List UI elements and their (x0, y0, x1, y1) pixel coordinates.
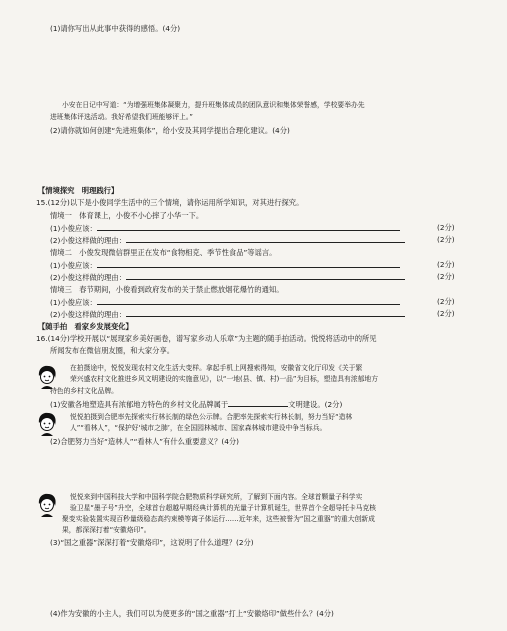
q16-q2-prompt: (2)合肥努力当好“造林人”“看林人”有什么重要意义？(4分) (50, 437, 240, 446)
q16-passage3-line2: 验卫星“墨子号”升空，全球首台超越早期经典计算机的光量子计算机诞生，世界首个全超导托卡马克核 (70, 504, 377, 512)
q16-passage3-line4: 果，都深深打着“安徽烙印”。 (62, 526, 151, 534)
q15-s2-q2: (2)小俊这样做的理由： (50, 273, 127, 282)
q15-s1-q1: (1)小俊应该： (50, 224, 97, 233)
q16-passage1-line3: 特色的乡村文化品牌。 (50, 387, 118, 395)
q1-prompt: (1)请你写出从此事中获得的感悟。(4分) (50, 24, 181, 33)
q15-s3-reason-line (50, 309, 405, 320)
q15-s2-q1: (1)小俊应该： (50, 261, 97, 270)
q15-situation3: 情境三 春节期间，小俊看到政府发布的关于禁止燃放烟花爆竹的通知。 (50, 285, 284, 294)
q15-s2-q1-answer-field[interactable] (97, 260, 400, 268)
girl-avatar-icon (36, 492, 58, 518)
section-title-photo: 【随手拍 看家乡发展变化】 (38, 322, 133, 331)
q2-intro-line2: 进班集体评选活动。我好希望我们班能够评上。” (50, 113, 193, 121)
q16-q4-prompt: (4)作为安徽的小主人，我们可以为使更多的“国之重器”打上“安徽烙印”做些什么？(4分) (50, 609, 334, 618)
q16-passage3-line3: 聚变实验装置实现百秒量级稳态高约束模等离子体运行……近年来，这些被誉为“国之重器”的重大创新成 (62, 515, 375, 523)
q15-s1-q1-answer-field[interactable] (97, 223, 400, 231)
q15-s3-q2: (2)小俊这样做的理由： (50, 310, 127, 319)
q16-stem-line2: 所闻发布在微信朋友圈，和大家分享。 (50, 346, 175, 355)
q16-passage2-line2: 人”“看林人”，“保护好‘城市之肺’，在全国园林城市、国家森林城市建设中争当标兵。 (70, 424, 327, 432)
q15-s2-answer-line (50, 260, 400, 271)
q16-q3-prompt: (3)“国之重器”深深打着“安徽烙印”，这说明了什么道理？(2分) (50, 538, 254, 547)
q15-s2-q1-score: (2分) (437, 260, 455, 269)
q2-intro-line1: 小安在日记中写道：“为增强班集体凝聚力，提升班集体成员的团队意识和集体荣誉感，学校要举办先 (62, 101, 365, 109)
q15-s1-q2: (2)小俊这样做的理由： (50, 236, 127, 245)
q16-q1-text-b: 文明建设。(2分) (288, 400, 343, 409)
q16-passage3-line1: 悦悦来到中国科技大学和中国科学院合肥物质科学研究所，了解到下面内容。全球首颗量子科学实 (70, 493, 363, 501)
q15-situation1: 情境一 体育课上，小俊不小心摔了小华一下。 (50, 211, 204, 220)
q15-s2-reason-line (50, 272, 405, 283)
q15-s3-q2-score: (2分) (437, 309, 455, 318)
q15-s3-q1: (1)小俊应该： (50, 298, 97, 307)
q15-s1-answer-line (50, 223, 400, 234)
q16-q1-line (50, 399, 342, 410)
q15-s3-q1-answer-field[interactable] (97, 297, 400, 305)
q15-s3-q2-answer-field[interactable] (126, 309, 405, 317)
q15-s1-q2-answer-field[interactable] (126, 235, 405, 243)
q16-q1-blank-field[interactable] (228, 399, 288, 407)
q16-passage1-line1: 在拍摄途中，悦悦发现农村文化生活大变样。拿起手机上网搜索得知，安徽省文化厅印发《关于繁 (70, 364, 363, 372)
q15-situation2: 情境二 小俊发现微信群里正在发布“食物相克、季节性食品”等谣言。 (50, 248, 277, 257)
section-title-situation: 【情境探究 明理践行】 (38, 186, 119, 195)
q16-passage1-line2: 荣兴盛农村文化推进乡风文明建设的实施意见》，以“一地(县、镇、村)一品”为目标，塑造具有浓郁地方 (70, 375, 379, 383)
q16-stem-line1: 16.(14分)学校开展以“展现家乡美好画卷，谱写家乡动人乐章”为主题的随手拍活动。悦悦将活动中的所见 (36, 334, 377, 343)
q15-s3-q1-score: (2分) (437, 297, 455, 306)
q15-s3-answer-line (50, 297, 400, 308)
q16-q1-text-a: (1)安徽各地塑造具有浓郁地方特色的乡村文化品牌属于 (50, 400, 229, 409)
q2-prompt: (2)请你就如何创建“先进班集体”，给小安及其同学提出合理化建议。(4分) (50, 126, 290, 135)
q16-passage2-line1: 悦悦拍摄到合肥率先探索实行林长制的绿色公示牌。合肥率先探索实行林长制，努力当好“造林 (70, 413, 353, 421)
q15-s1-q1-score: (2分) (437, 223, 455, 232)
q15-s1-reason-line (50, 235, 405, 246)
q15-stem: 15.(12分)以下是小俊同学生活中的三个情境，请你运用所学知识，对其进行探究。 (36, 198, 304, 207)
girl-avatar-icon (36, 411, 58, 437)
q15-s2-q2-answer-field[interactable] (126, 272, 405, 280)
q15-s1-q2-score: (2分) (437, 235, 455, 244)
q15-s2-q2-score: (2分) (437, 272, 455, 281)
